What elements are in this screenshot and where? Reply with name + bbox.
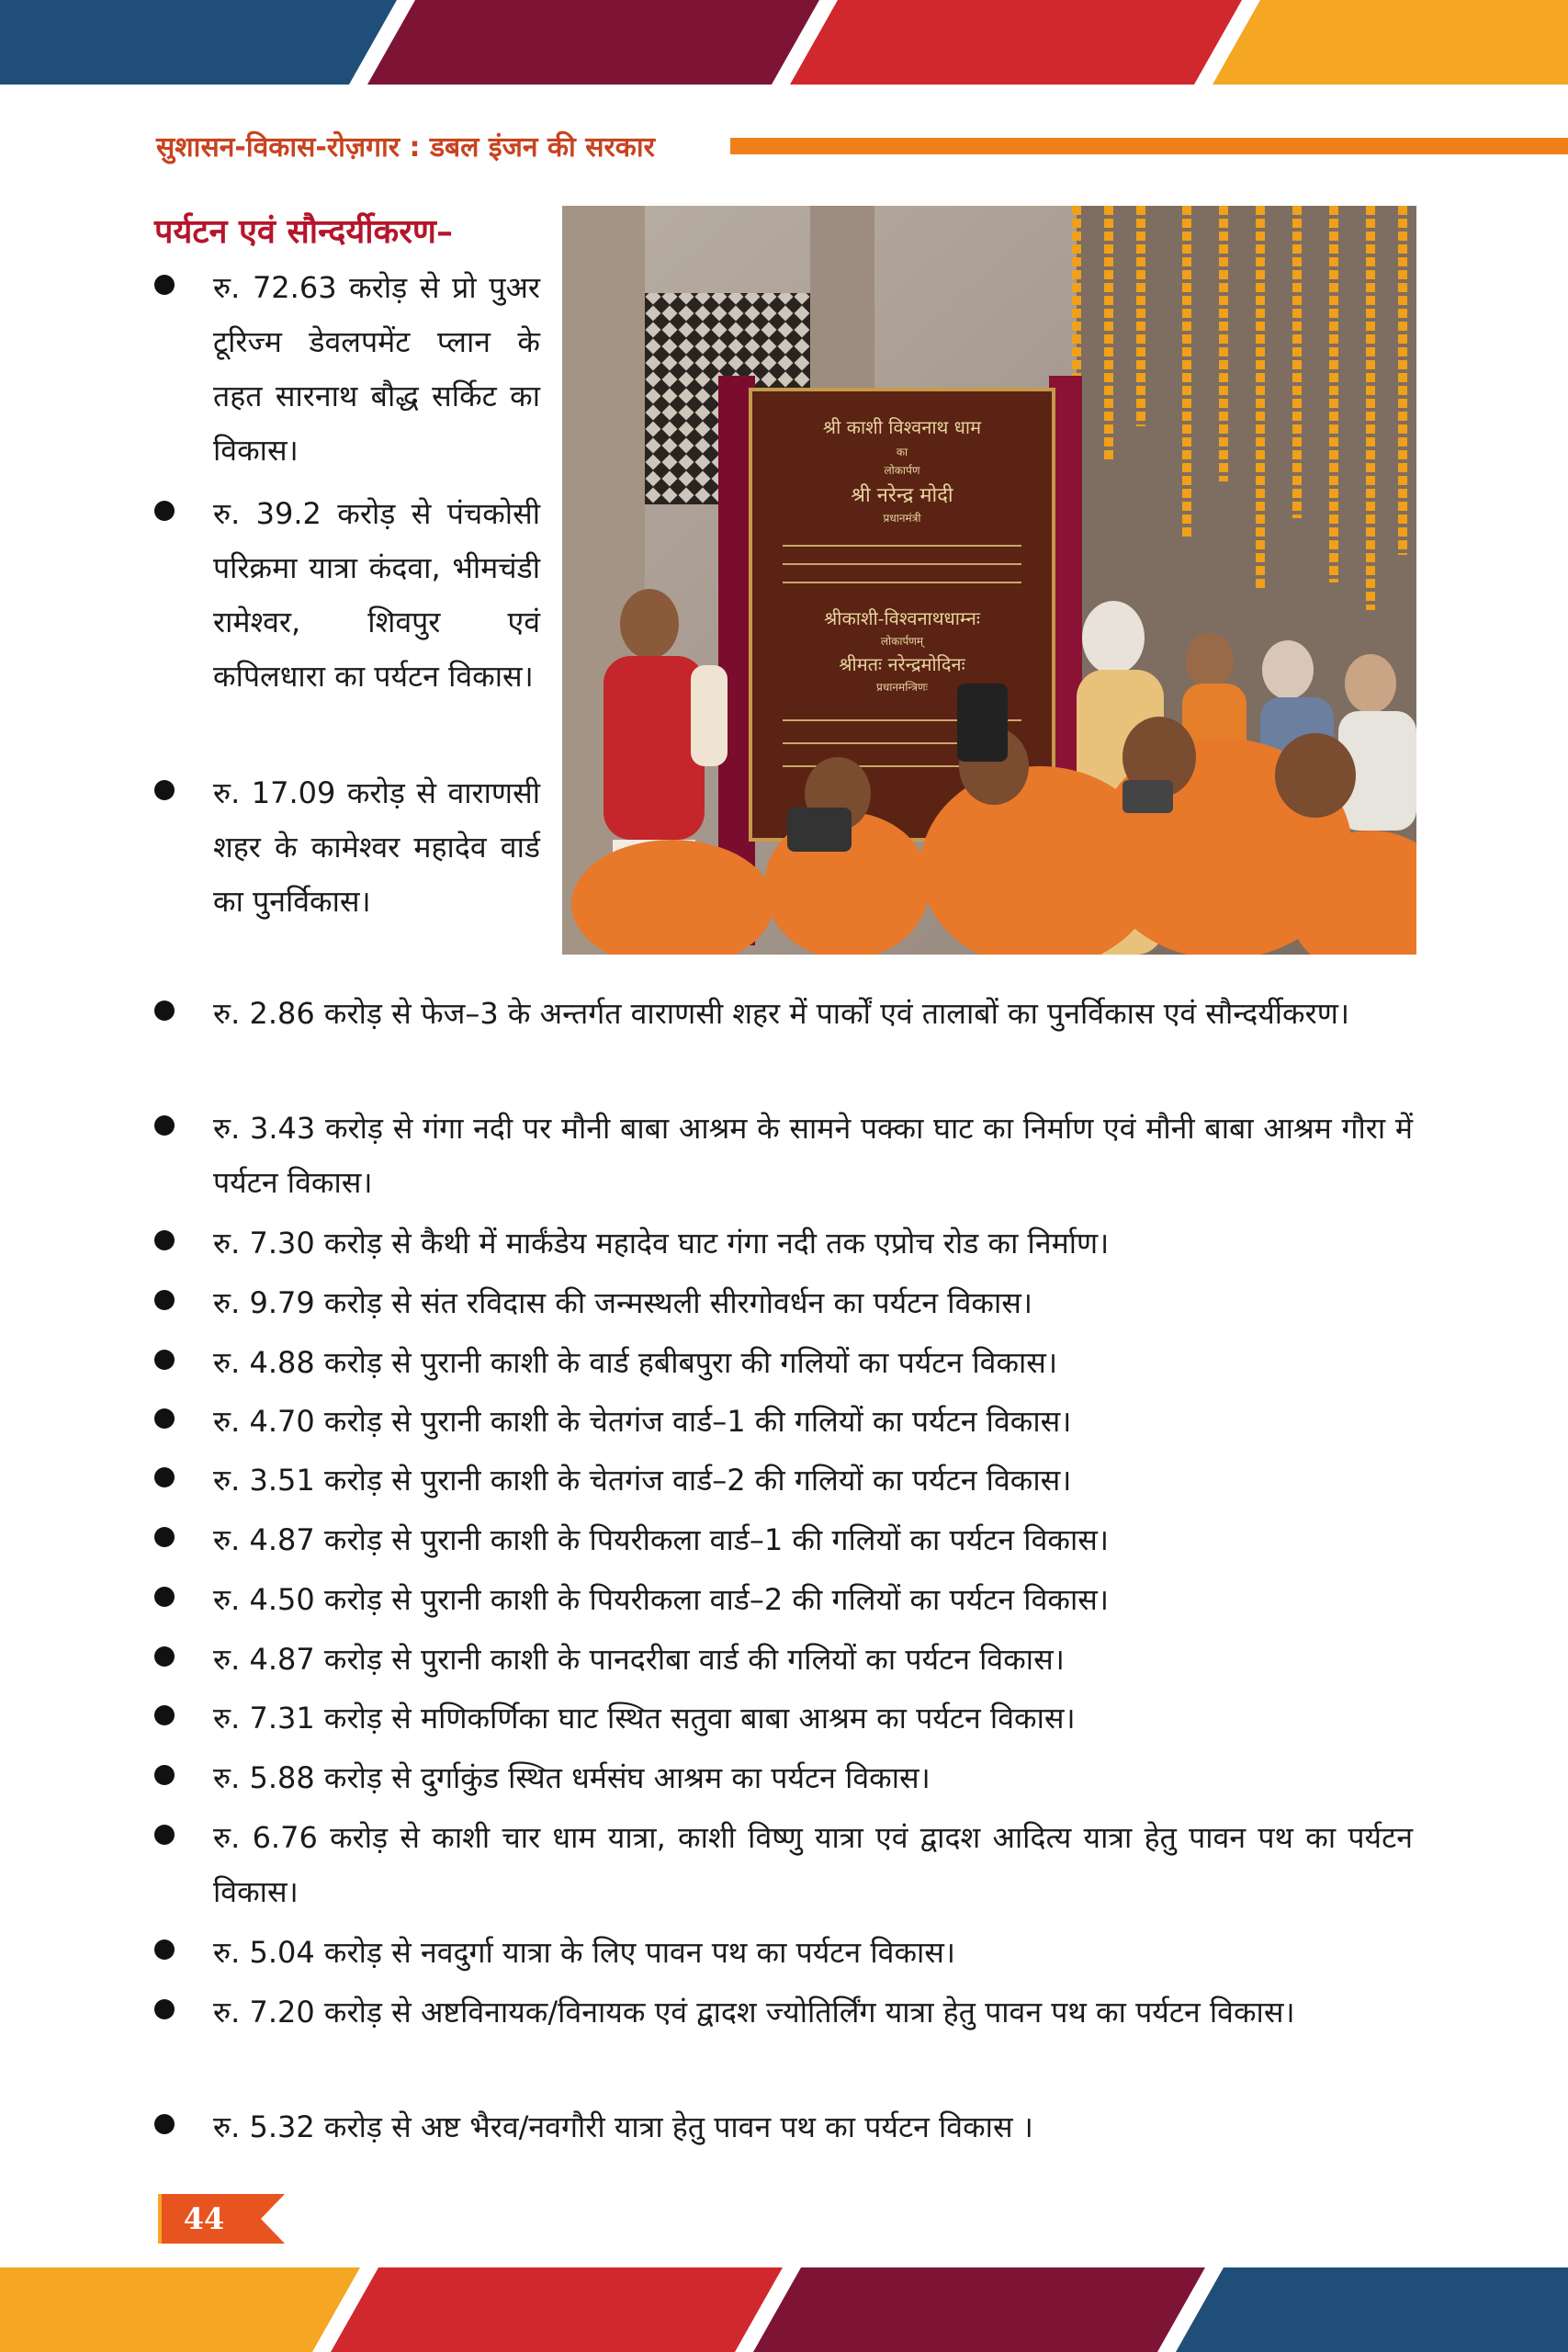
plaque-line: प्रधानमंत्री xyxy=(883,512,921,525)
list-item xyxy=(154,261,540,478)
plaque-line: श्रीकाशी-विश्वनाथधाम्नः xyxy=(824,607,980,629)
bullet-icon xyxy=(154,275,175,295)
bullet-icon xyxy=(154,2114,175,2134)
list-item-text: रु. 2.86 करोड़ से फेज–3 के अन्तर्गत वाराणसी शहर में पार्कों एवं तालाबों का पुनर्विकास एवं सौन्दर्यीकरण। xyxy=(213,996,1349,1031)
list-item xyxy=(154,987,1413,1041)
list-item-text: रु. 7.20 करोड़ से अष्टविनायक/विनायक एवं द्वादश ज्योतिर्लिंग यात्रा हेतु पावन पथ का पर्यटन विकास। xyxy=(213,1995,1295,2030)
bullet-icon xyxy=(154,1527,175,1547)
list-item xyxy=(154,1985,1413,2040)
top-banner xyxy=(0,0,1568,85)
list-item xyxy=(154,1691,1413,1746)
list-item xyxy=(154,1395,1413,1449)
list-item-text: रु. 9.79 करोड़ से संत रविदास की जन्मस्थली सीरगोवर्धन का पर्यटन विकास। xyxy=(213,1285,1033,1320)
list-item-text: रु. 39.2 करोड़ से पंचकोसी परिक्रमा यात्रा कंदवा, भीमचंडी रामेश्वर, शिवपुर एवं कपिलधारा का पर्यटन विकास। xyxy=(213,496,540,694)
list-item-text: रु. 4.87 करोड़ से पुरानी काशी के पियरीकला वार्ड–1 की गलियों का पर्यटन विकास। xyxy=(213,1522,1110,1557)
plaque-line: प्रधानमन्त्रिणः xyxy=(876,681,928,694)
list-item-text: रु. 3.43 करोड़ से गंगा नदी पर मौनी बाबा आश्रम के सामने पक्का घाट का निर्माण एवं मौनी बाबा आश्रम गौरा में पर्यटन विकास। xyxy=(213,1111,1413,1200)
list-item-text: रु. 4.70 करोड़ से पुरानी काशी के चेतगंज वार्ड–1 की गलियों का पर्यटन विकास। xyxy=(213,1404,1072,1439)
bullet-icon xyxy=(154,1587,175,1607)
bullet-icon xyxy=(154,501,175,521)
list-item xyxy=(154,1811,1413,1919)
bullet-icon xyxy=(154,1350,175,1370)
bullet-icon xyxy=(154,1467,175,1487)
bullet-icon xyxy=(154,1290,175,1310)
list-item-text: रु. 5.88 करोड़ से दुर्गाकुंड स्थित धर्मसंघ आश्रम का पर्यटन विकास। xyxy=(213,1760,931,1795)
list-item xyxy=(154,1453,1413,1508)
list-item-text: रु. 3.51 करोड़ से पुरानी काशी के चेतगंज वार्ड–2 की गलियों का पर्यटन विकास। xyxy=(213,1463,1072,1498)
plaque-line: लोकार्पण xyxy=(884,464,920,477)
plaque-line: श्री काशी विश्वनाथ धाम xyxy=(822,416,982,438)
list-item-text: रु. 4.50 करोड़ से पुरानी काशी के पियरीकला वार्ड–2 की गलियों का पर्यटन विकास। xyxy=(213,1582,1110,1617)
bullet-icon xyxy=(154,1230,175,1250)
list-item-text: रु. 5.32 करोड़ से अष्ट भैरव/नवगौरी यात्रा हेतु पावन पथ का पर्यटन विकास । xyxy=(213,2109,1033,2144)
bottom-banner xyxy=(0,2267,1568,2352)
list-item-text: रु. 5.04 करोड़ से नवदुर्गा यात्रा के लिए पावन पथ का पर्यटन विकास। xyxy=(213,1935,956,1970)
bullet-icon xyxy=(154,780,175,800)
bullet-icon xyxy=(154,1825,175,1845)
list-item xyxy=(154,766,540,929)
bullet-icon xyxy=(154,1115,175,1136)
list-item xyxy=(154,487,540,704)
list-item xyxy=(154,1276,1413,1330)
list-item xyxy=(154,1633,1413,1687)
list-item xyxy=(154,1336,1413,1390)
plaque-line: श्री नरेन्द्र मोदी xyxy=(851,484,953,507)
list-item xyxy=(154,1216,1413,1271)
header-rule xyxy=(730,138,1568,154)
bullet-icon xyxy=(154,1939,175,1960)
plaque-line: लोकार्पणम् xyxy=(880,635,924,648)
list-item-text: रु. 6.76 करोड़ से काशी चार धाम यात्रा, काशी विष्णु यात्रा एवं द्वादश आदित्य यात्रा हेतु पावन पथ का पर्यटन विकास। xyxy=(213,1820,1413,1909)
list-item xyxy=(154,1102,1413,1210)
list-item-text: रु. 4.88 करोड़ से पुरानी काशी के वार्ड हबीबपुरा की गलियों का पर्यटन विकास। xyxy=(213,1345,1058,1380)
list-item xyxy=(154,1926,1413,1980)
bullet-icon xyxy=(154,1765,175,1785)
header-title: सुशासन-विकास-रोज़गार : डबल इंजन की सरकार xyxy=(156,131,655,164)
section-title: पर्यटन एवं सौन्दर्यीकरण– xyxy=(154,212,453,251)
bullet-icon xyxy=(154,1646,175,1667)
page-number: 44 xyxy=(183,2201,225,2236)
plaque-line: श्रीमतः नरेन्द्रमोदिनः xyxy=(839,653,965,675)
running-header xyxy=(156,127,1415,164)
bullet-icon xyxy=(154,1999,175,2019)
list-item xyxy=(154,1513,1413,1567)
plaque-line: का xyxy=(896,446,908,458)
list-item-text: रु. 7.30 करोड़ से कैथी में मार्कंडेय महादेव घाट गंगा नदी तक एप्रोच रोड का निर्माण। xyxy=(213,1226,1110,1261)
bullet-icon xyxy=(154,1408,175,1429)
list-item xyxy=(154,1573,1413,1627)
list-item-text: रु. 4.87 करोड़ से पुरानी काशी के पानदरीबा वार्ड की गलियों का पर्यटन विकास। xyxy=(213,1642,1065,1677)
list-item xyxy=(154,2100,1413,2154)
inauguration-photo xyxy=(562,206,1416,955)
bullet-icon xyxy=(154,1001,175,1021)
list-item xyxy=(154,1751,1413,1805)
bullet-icon xyxy=(154,1705,175,1725)
list-item-text: रु. 72.63 करोड़ से प्रो पुअर टूरिज्म डेवलपमेंट प्लान के तहत सारनाथ बौद्ध सर्किट का विकास। xyxy=(213,270,540,468)
list-item-text: रु. 7.31 करोड़ से मणिकर्णिका घाट स्थित सतुवा बाबा आश्रम का पर्यटन विकास। xyxy=(213,1701,1076,1736)
list-item-text: रु. 17.09 करोड़ से वाराणसी शहर के कामेश्वर महादेव वार्ड का पुनर्विकास। xyxy=(213,775,540,919)
